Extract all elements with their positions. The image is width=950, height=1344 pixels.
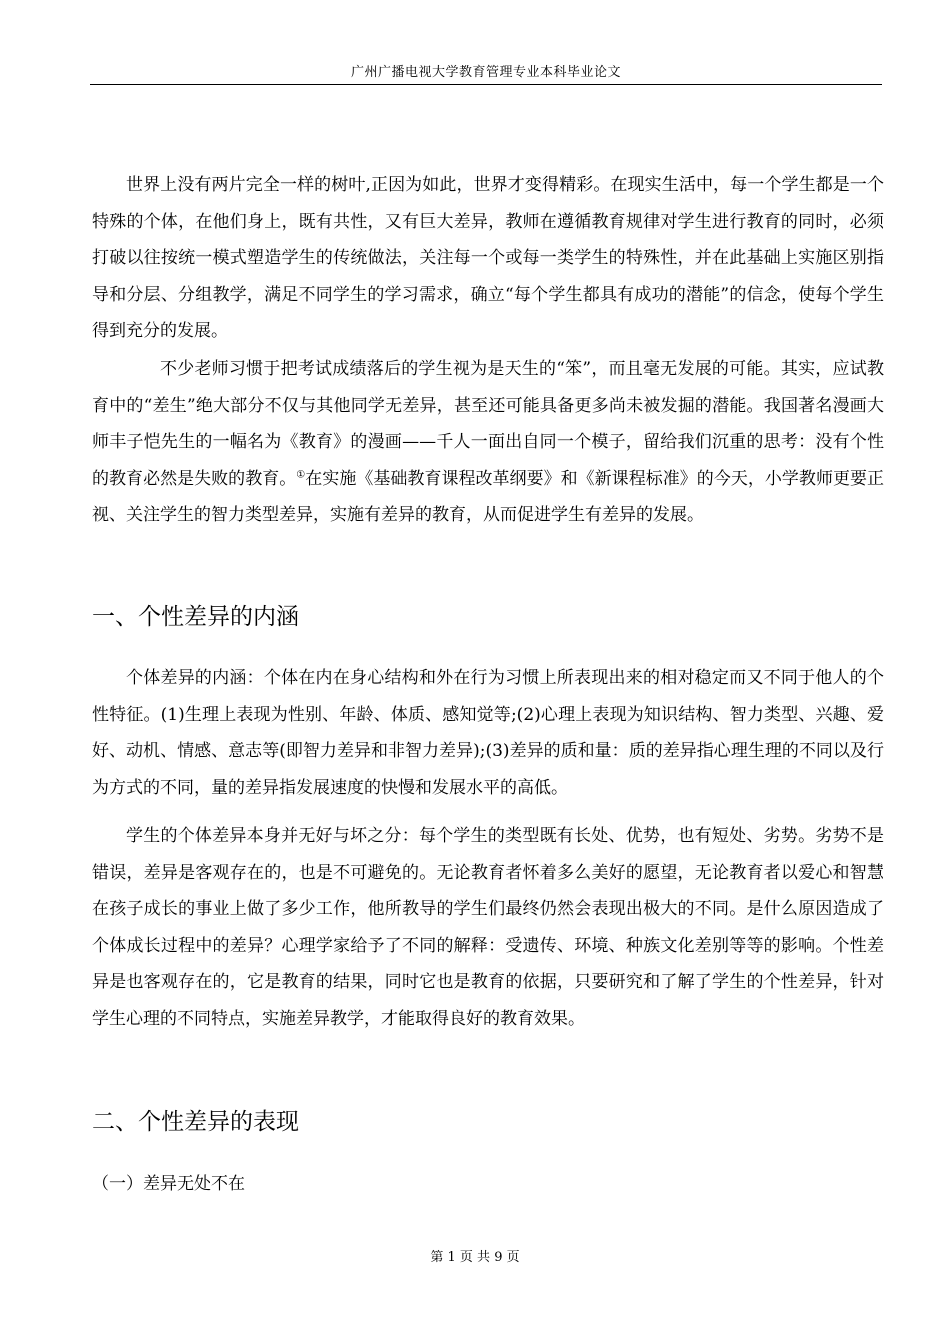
intro-paragraph-1: 世界上没有两片完全一样的树叶,正因为如此，世界才变得精彩。在现实生活中，每一个学生都是一个特殊的个体，在他们身上，既有共性，又有巨大差异，教师在遵循教育规律对学生进行教育的同时，必须打破以往按统一模式塑造学生的传统做法，关注每一个或每一类学生的特殊性，并在此基础上实施区别指导和分层、分组教学，满足不同学生的学习需求，确立“每个学生都具有成功的潜能”的信念，使每个学生得到充分的发展。 [92, 175, 884, 341]
intro-paragraph-2 [92, 351, 884, 534]
intro-paragraph-2-part-2: 在实施《基础教育课程改革纲要》和《新课程标准》的今天，小学教师更要正视、关注学生的智力类型差异，实施有差异的教育，从而促进学生有差异的发展。 [92, 468, 885, 525]
header-rule [90, 84, 882, 85]
page-number: 第 1 页 共 9 页 [430, 1250, 520, 1265]
section-1-paragraph-2: 学生的个体差异本身并无好与坏之分：每个学生的类型既有长处、优势，也有短处、劣势。劣势不是错误，差异是客观存在的，也是不可避免的。无论教育者怀着多么美好的愿望，无论教育者以爱心和智慧在孩子成长的事业上做了多少工作，他所教导的学生们最终仍然会表现出极大的不同。是什么原因造成了个体成长过程中的差异？心理学家给予了不同的解释：受遗传、环境、种族文化差别等等的影响。个性差异是也客观存在的，它是教育的结果，同时它也是教育的依据，只要研究和了解了学生的个性差异，针对学生心理的不同特点，实施差异教学，才能取得良好的教育效果。 [92, 826, 884, 1029]
intro-paragraph-2-part-1: 不少老师习惯于把考试成绩落后的学生视为是天生的“笨”，而且毫无发展的可能。其实，应试教育中的“差生”绝大部分不仅与其他同学无差异，甚至还可能具备更多尚未被发掘的潜能。我国著名漫画大师丰子恺先生的一幅名为《教育》的漫画——千人一面出自同一个模子，留给我们沉重的思考：没有个性的教育必然是失败的教育。 [92, 359, 884, 489]
footnote-mark[interactable]: ① [296, 468, 306, 480]
section-2-subheading: （一）差异无处不在 [92, 1174, 245, 1194]
section-1-paragraph-1: 个体差异的内涵：个体在内在身心结构和外在行为习惯上所表现出来的相对稳定而又不同于他人的个性特征。(1)生理上表现为性别、年龄、体质、感知觉等;(2)心理上表现为知识结构、智力类型、兴趣、爱好、动机、情感、意志等(即智力差异和非智力差异);(3)差异的质和量：质的差异指心理生理的不同以及行为方式的不同，量的差异指发展速度的快慢和发展水平的高低。 [92, 668, 884, 798]
running-header: 广州广播电视大学教育管理专业本科毕业论文 [350, 65, 621, 80]
section-2-heading: 二、个性差异的表现 [92, 1109, 299, 1135]
section-1-heading: 一、个性差异的内涵 [92, 604, 299, 630]
